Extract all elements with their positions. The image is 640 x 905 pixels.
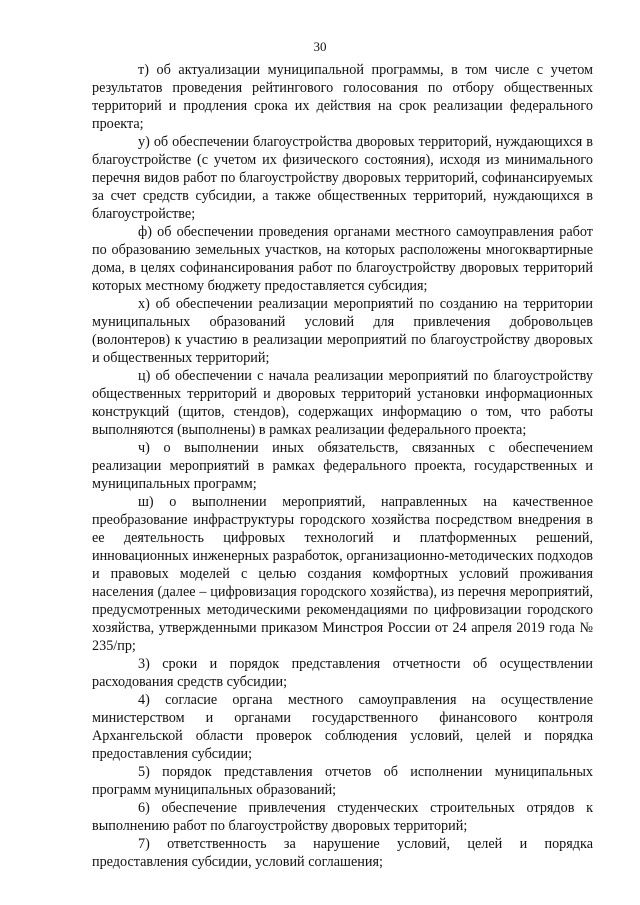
page-number: 30 xyxy=(313,39,327,54)
paragraph-item-5: 5) порядок представления отчетов об исполнении муниципальных программ муниципальных образований; xyxy=(92,764,593,798)
paragraph-item-f: ф) об обеспечении проведения органами местного самоуправления работ по образованию земельных участков, на которых расположены многоквартирные дома, в целях софинансирования работ по благоустройству дворовых территорий которых местному бюджету предоставляется субсидия; xyxy=(92,224,593,294)
paragraph-item-7: 7) ответственность за нарушение условий, целей и порядка предоставления субсидии, условий соглашения; xyxy=(92,836,593,870)
paragraph-item-ch: ч) о выполнении иных обязательств, связанных с обеспечением реализации мероприятий в рамках федерального проекта, государственных и муниципальных программ; xyxy=(92,440,593,492)
paragraph-item-6: 6) обеспечение привлечения студенческих строительных отрядов к выполнению работ по благоустройству дворовых территорий; xyxy=(92,800,593,834)
paragraph-item-4: 4) согласие органа местного самоуправления на осуществление министерством и органами государственного финансового контроля Архангельской области проверок соблюдения условий, целей и порядка предоставления субсидии; xyxy=(92,692,593,762)
paragraph-item-t: т) об актуализации муниципальной программы, в том числе с учетом результатов проведения рейтингового голосования по отбору общественных территорий и продления срока их действия на срок реализации федерального проекта; xyxy=(92,62,593,132)
paragraph-item-ts: ц) об обеспечении с начала реализации мероприятий по благоустройству общественных территорий и дворовых территорий установки информационных конструкций (щитов, стендов), содержащих информацию о том, что работы выполняются (выполнены) в рамках реализации федерального проекта; xyxy=(92,368,593,438)
paragraph-item-sh: ш) о выполнении мероприятий, направленных на качественное преобразование инфраструктуры городского хозяйства посредством внедрения в ее деятельность цифровых технологий и платформенных решений, инновационных инженерных разработок, организационно-методических подходов и правовых моделей с целью создания комфортных условий проживания населения (далее – цифровизация городского хозяйства), из перечня мероприятий, предусмотренных методическими рекомендациями по цифровизации городского хозяйства, утвержденными приказом Минстроя России от 24 апреля 2019 года № 235/пр; xyxy=(92,494,593,654)
paragraph-item-u: у) об обеспечении благоустройства дворовых территорий, нуждающихся в благоустройстве (с учетом их физического состояния), исходя из минимального перечня видов работ по благоустройству дворовых территорий, софинансируемых за счет средств субсидии, а также общественных территорий, нуждающихся в благоустройстве; xyxy=(92,134,593,222)
paragraph-item-3: 3) сроки и порядок представления отчетности об осуществлении расходования средств субсидии; xyxy=(92,656,593,690)
paragraph-item-kh: х) об обеспечении реализации мероприятий по созданию на территории муниципальных образований условий для привлечения добровольцев (волонтеров) к участию в реализации мероприятий по благоустройству дворовых и общественных территорий; xyxy=(92,296,593,366)
document-body xyxy=(92,61,593,871)
